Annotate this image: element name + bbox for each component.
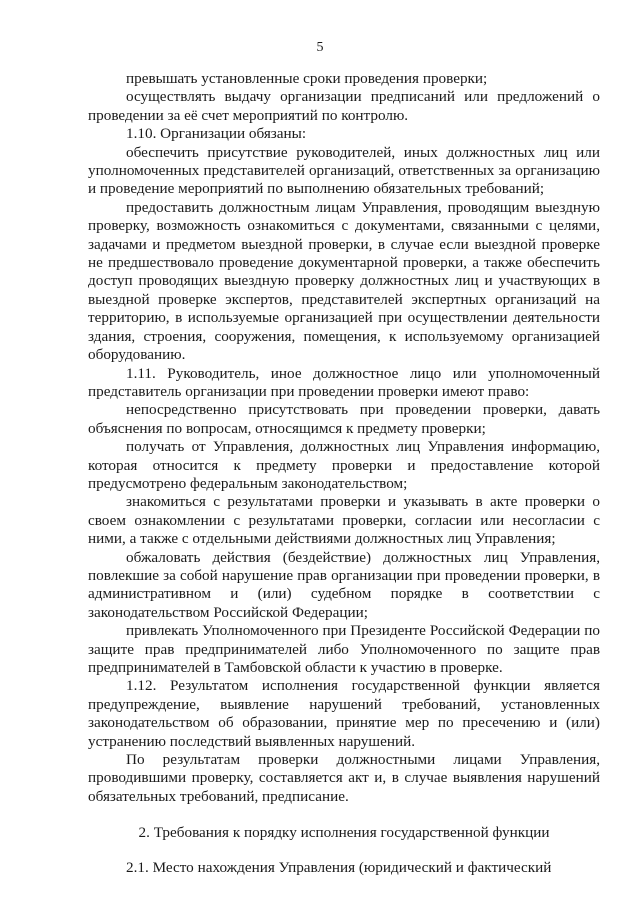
paragraph-right-ombudsman: привлекать Уполномоченного при Президенте Российской Федерации по защите прав предпринимателей либо Уполномоченного по защите прав предпринимателей в Тамбовской области к участию в проверке. [88, 622, 600, 676]
paragraph-right-appeal: обжаловать действия (бездействие) должностных лиц Управления, повлекшие за собой нарушение прав организации при проведении проверки, в административном и (или) судебном порядке в соответствии с законодательством Российской Федерации; [88, 548, 600, 621]
paragraph-1-10-heading: 1.10. Организации обязаны: [126, 125, 307, 143]
paragraph-right-information: получать от Управления, должностных лиц Управления информацию, которая относится к предмету проверки и предоставление которой предусмотрено федеральным законодательством; [88, 438, 600, 492]
paragraph-ensure-presence: обеспечить присутствие руководителей, иных должностных лиц или уполномоченных представителей организаций, ответственных за организацию и проведение мероприятий по выполнению обязательных требований; [88, 143, 600, 198]
page-number: 5 [316, 40, 324, 55]
paragraph-issue-orders: осуществлять выдачу организации предписаний или предложений о проведении за её счет мероприятий по контролю. [88, 88, 600, 124]
paragraph-inspection-act: По результатам проверки должностными лицами Управления, проводившими проверку, составляется акт и, в случае выявления нарушений обязательных требований, предписание. [88, 751, 600, 805]
paragraph-1-12-result: 1.12. Результатом исполнения государственной функции является предупреждение, выявление нарушений требований, установленных законодательством об образовании, принятие мер по пресечению и (или) устранению последствий выявленных нарушений. [88, 677, 600, 750]
section-2-heading: 2. Требования к порядку исполнения государственной функции [138, 824, 550, 842]
paragraph-right-review-results: знакомиться с результатами проверки и указывать в акте проверки о своем ознакомлении с результатами проверки, согласии или несогласии с ними, а также с отдельными действиями должностных лиц Управления; [88, 493, 600, 548]
paragraph-1-11-rights: 1.11. Руководитель, иное должностное лицо или уполномоченный представитель организации при проведении проверки имеют право: [88, 364, 600, 400]
paragraph-2-1-location: 2.1. Место нахождения Управления (юридический и фактический [126, 858, 552, 876]
paragraph-provide-access: предоставить должностным лицам Управления, проводящим выездную проверку, возможность ознакомиться с документами, связанными с целями, задачами и предметом выездной проверки, в случае если выездной проверке не предшествовало проведение документарной проверки, а также обеспечить доступ проводящих выездную проверку должностных лиц и участвующих в выездной проверке экспертов, представителей экспертных организаций на территорию, в используемые организацией при осуществлении деятельности здания, строения, сооружения, помещения, к используемому организацией оборудованию. [88, 198, 600, 364]
paragraph-inspection-deadlines: превышать установленные сроки проведения проверки; [126, 70, 488, 87]
paragraph-right-attend: непосредственно присутствовать при проведении проверки, давать объяснения по вопросам, относящимся к предмету проверки; [88, 401, 600, 437]
document-body [88, 70, 600, 877]
